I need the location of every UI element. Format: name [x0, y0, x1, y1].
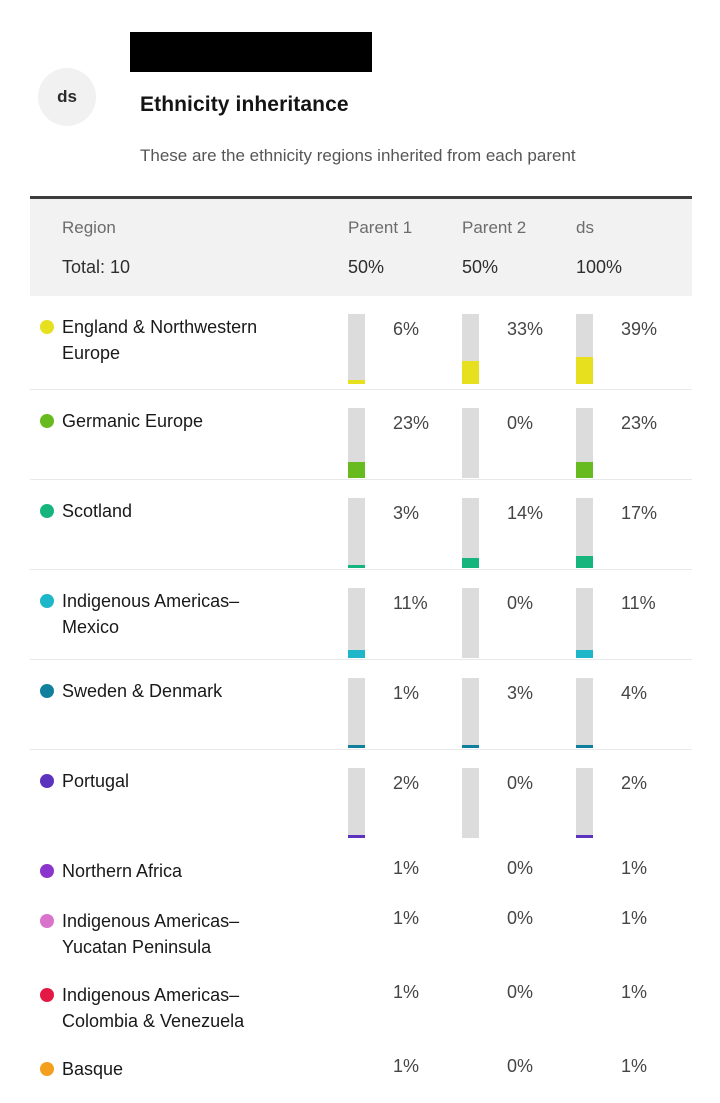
- parent2-cell: [462, 588, 576, 659]
- parent1-value: 23%: [393, 413, 430, 433]
- parent1-cell: [348, 858, 462, 894]
- bar-fill: [576, 745, 593, 748]
- parent1-cell: [348, 588, 462, 659]
- parent1-cell: [348, 408, 462, 479]
- parent1-column-label: Parent 1: [348, 218, 413, 237]
- table-row-indigenous-americas-mexico: [30, 570, 692, 660]
- region-color-dot: [40, 1062, 54, 1076]
- child-cell: [576, 768, 692, 844]
- parent2-column-label: Parent 2: [462, 218, 527, 237]
- column-region: [30, 218, 348, 278]
- region-color-dot: [40, 988, 54, 1002]
- parent1-bar: [348, 408, 365, 478]
- table-row-northern-africa: [30, 844, 692, 894]
- parent2-bar: [462, 588, 479, 658]
- parent1-value: 1%: [393, 1056, 420, 1076]
- region-color-dot: [40, 414, 54, 428]
- parent2-bar: [462, 314, 479, 384]
- region-name: Indigenous Americas–Yucatan Peninsula: [62, 911, 240, 957]
- parent1-cell: [348, 498, 462, 569]
- region-color-dot: [40, 864, 54, 878]
- child-value: 23%: [621, 413, 658, 433]
- parent1-value: 1%: [393, 683, 420, 703]
- parent1-value: 2%: [393, 773, 420, 793]
- child-value: 2%: [621, 773, 648, 793]
- parent2-value: 0%: [507, 858, 534, 878]
- page-title: Ethnicity inheritance: [140, 93, 349, 116]
- region-cell: [30, 498, 348, 569]
- parent2-cell: [462, 908, 576, 968]
- parent2-value: 0%: [507, 908, 534, 928]
- parent1-value: 1%: [393, 982, 420, 1002]
- parent2-bar: [462, 498, 479, 568]
- parent2-value: 0%: [507, 773, 534, 793]
- region-cell: [30, 858, 348, 894]
- parent2-total: 50%: [462, 257, 499, 277]
- parent1-cell: [348, 1056, 462, 1092]
- region-total: Total: 10: [62, 257, 131, 277]
- child-cell: [576, 908, 692, 968]
- parent2-bar: [462, 678, 479, 748]
- parent2-value: 14%: [507, 503, 544, 523]
- region-color-dot: [40, 914, 54, 928]
- parent2-value: 0%: [507, 1056, 534, 1076]
- redacted-name-bar: [130, 32, 372, 72]
- bar-fill: [348, 650, 365, 658]
- bar-fill: [576, 835, 593, 838]
- parent2-cell: [462, 768, 576, 844]
- parent2-cell: [462, 498, 576, 569]
- region-name: Germanic Europe: [62, 411, 204, 431]
- region-name: Basque: [62, 1059, 124, 1079]
- ethnicity-inheritance-table: [30, 196, 692, 1092]
- region-name: Northern Africa: [62, 861, 183, 881]
- region-color-dot: [40, 684, 54, 698]
- bar-fill: [348, 565, 365, 568]
- child-value: 11%: [621, 593, 656, 613]
- parent1-total: 50%: [348, 257, 385, 277]
- table-row-basque: [30, 1042, 692, 1092]
- parent2-cell: [462, 858, 576, 894]
- parent2-value: 33%: [507, 319, 544, 339]
- parent2-cell: [462, 314, 576, 389]
- child-cell: [576, 408, 692, 479]
- parent2-value: 3%: [507, 683, 534, 703]
- parent1-value: 1%: [393, 858, 420, 878]
- child-bar: [576, 768, 593, 838]
- parent1-value: 1%: [393, 908, 420, 928]
- parent2-cell: [462, 408, 576, 479]
- region-cell: [30, 314, 348, 389]
- region-cell: [30, 768, 348, 844]
- child-bar: [576, 498, 593, 568]
- table-row-portugal: [30, 750, 692, 844]
- bar-fill: [462, 745, 479, 748]
- column-parent1: [348, 218, 462, 278]
- table-header: [30, 199, 692, 296]
- child-bar: [576, 408, 593, 478]
- child-total: 100%: [576, 257, 623, 277]
- table-row-sweden-denmark: [30, 660, 692, 750]
- parent1-bar: [348, 768, 365, 838]
- bar-fill: [462, 361, 479, 384]
- bar-fill: [348, 462, 365, 478]
- region-name: Portugal: [62, 771, 130, 791]
- parent1-value: 3%: [393, 503, 420, 523]
- parent2-value: 0%: [507, 982, 534, 1002]
- region-cell: [30, 908, 348, 968]
- parent1-bar: [348, 314, 365, 384]
- parent1-value: 11%: [393, 593, 428, 613]
- parent2-bar: [462, 408, 479, 478]
- parent2-value: 0%: [507, 413, 534, 433]
- region-name: Scotland: [62, 501, 133, 521]
- column-child: [576, 218, 692, 278]
- region-color-dot: [40, 594, 54, 608]
- child-value: 1%: [621, 858, 648, 878]
- child-value: 1%: [621, 1056, 648, 1076]
- table-row-scotland: [30, 480, 692, 570]
- region-cell: [30, 678, 348, 749]
- region-color-dot: [40, 774, 54, 788]
- parent1-cell: [348, 768, 462, 844]
- parent1-cell: [348, 982, 462, 1042]
- child-cell: [576, 858, 692, 894]
- parent2-cell: [462, 1056, 576, 1092]
- parent1-value: 6%: [393, 319, 420, 339]
- child-cell: [576, 982, 692, 1042]
- bar-fill: [348, 835, 365, 838]
- region-cell: [30, 1056, 348, 1092]
- parent1-cell: [348, 908, 462, 968]
- table-row-germanic-europe: [30, 390, 692, 480]
- bar-fill: [576, 462, 593, 478]
- child-cell: [576, 314, 692, 389]
- region-name: Sweden & Denmark: [62, 681, 223, 701]
- table-row-indigenous-americas-colombia-venezuela: [30, 968, 692, 1042]
- bar-fill: [348, 745, 365, 748]
- page-header: [0, 0, 720, 196]
- bar-fill: [576, 556, 593, 568]
- table-row-indigenous-americas-yucatan-peninsula: [30, 894, 692, 968]
- child-bar: [576, 678, 593, 748]
- region-color-dot: [40, 504, 54, 518]
- parent1-bar: [348, 498, 365, 568]
- region-name: England & Northwestern Europe: [62, 317, 258, 363]
- child-cell: [576, 1056, 692, 1092]
- bar-fill: [462, 558, 479, 568]
- child-bar: [576, 314, 593, 384]
- parent2-bar: [462, 768, 479, 838]
- region-cell: [30, 408, 348, 479]
- bar-fill: [576, 357, 593, 384]
- parent1-cell: [348, 314, 462, 389]
- parent2-cell: [462, 982, 576, 1042]
- region-color-dot: [40, 320, 54, 334]
- region-name: Indigenous Americas–Colombia & Venezuela: [62, 985, 245, 1031]
- region-name: Indigenous Americas–Mexico: [62, 591, 240, 637]
- child-bar: [576, 588, 593, 658]
- table-row-england-northwestern-europe: [30, 296, 692, 390]
- child-value: 1%: [621, 982, 648, 1002]
- region-column-label: Region: [62, 218, 116, 237]
- child-cell: [576, 678, 692, 749]
- parent2-cell: [462, 678, 576, 749]
- bar-fill: [348, 380, 365, 384]
- child-value: 1%: [621, 908, 648, 928]
- parent1-cell: [348, 678, 462, 749]
- parent2-value: 0%: [507, 593, 534, 613]
- region-cell: [30, 982, 348, 1042]
- column-parent2: [462, 218, 576, 278]
- child-cell: [576, 498, 692, 569]
- avatar: [38, 68, 96, 126]
- page-subtitle: These are the ethnicity regions inherited from each parent: [140, 146, 576, 165]
- avatar-initials: ds: [57, 87, 77, 106]
- child-column-label: ds: [576, 218, 594, 237]
- child-cell: [576, 588, 692, 659]
- region-cell: [30, 588, 348, 659]
- child-value: 4%: [621, 683, 648, 703]
- parent1-bar: [348, 588, 365, 658]
- child-value: 39%: [621, 319, 658, 339]
- child-value: 17%: [621, 503, 658, 523]
- parent1-bar: [348, 678, 365, 748]
- bar-fill: [576, 650, 593, 658]
